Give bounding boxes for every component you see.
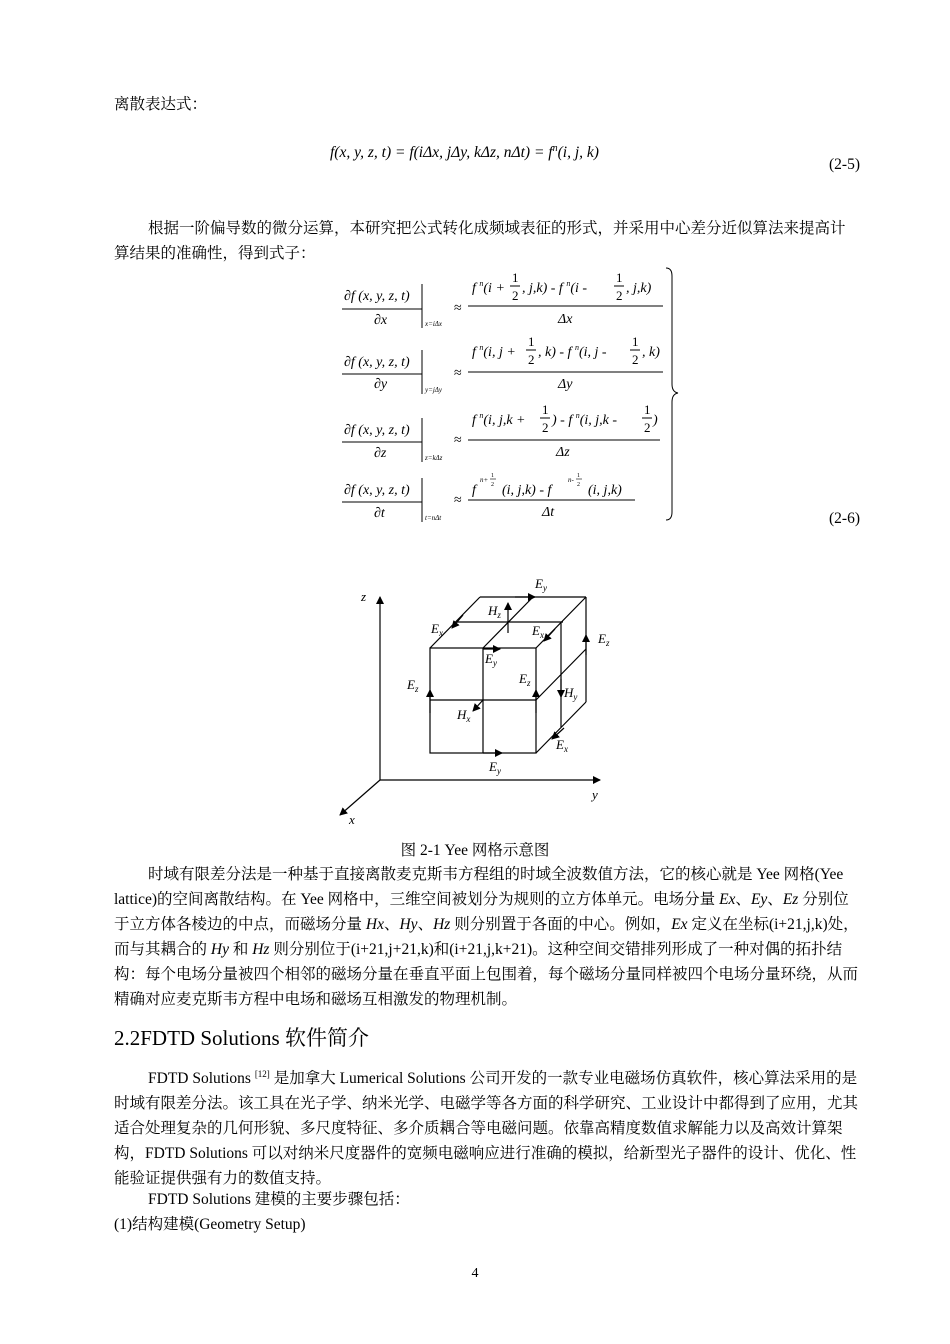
svg-text:Hx bbox=[456, 707, 470, 724]
label-ez-right-sub: z bbox=[605, 638, 610, 648]
svg-text:, j,k) - f n(i -: , j,k) - f $^n$(i - bbox=[522, 279, 588, 296]
svg-text:2: 2 bbox=[644, 420, 651, 435]
svg-text:≈: ≈ bbox=[454, 366, 462, 381]
label-ex-left-sub: x bbox=[438, 628, 443, 638]
label-ez-left-sub: z bbox=[414, 684, 419, 694]
label-hx: H bbox=[457, 707, 467, 722]
svg-text:): ) bbox=[653, 413, 658, 428]
svg-text:∂f (x, y, z, t): ∂f (x, y, z, t) bbox=[344, 423, 410, 438]
label-ex-left: E bbox=[431, 621, 439, 636]
svg-text:2: 2 bbox=[577, 482, 580, 488]
svg-text:Δx: Δx bbox=[558, 312, 573, 327]
svg-text:∂y: ∂y bbox=[374, 377, 388, 392]
eq26-row1-lhs-den: ∂x bbox=[374, 313, 388, 328]
svg-text:Ey bbox=[484, 651, 497, 668]
svg-text:n+: n+ bbox=[480, 476, 489, 484]
svg-text:2: 2 bbox=[528, 352, 535, 367]
svg-text:f n(i +: f $^n$(i + bbox=[472, 279, 505, 296]
intro-label: 离散表达式： bbox=[114, 96, 208, 113]
svg-text:n-: n- bbox=[568, 476, 574, 484]
svg-text:Ex bbox=[555, 737, 568, 754]
svg-text:≈: ≈ bbox=[454, 493, 462, 508]
label-ey-bottom-sub: y bbox=[496, 766, 501, 776]
eq26-number: (2-6) bbox=[829, 510, 860, 527]
svg-text:2: 2 bbox=[491, 482, 494, 488]
eq26-row1-lhs-num: ∂f (x, y, z, t) bbox=[344, 289, 410, 304]
svg-text:Δz: Δz bbox=[556, 445, 570, 460]
svg-text:Ez bbox=[518, 671, 531, 688]
svg-text:2: 2 bbox=[632, 352, 639, 367]
svg-text:∂f (x, y, z, t): ∂f (x, y, z, t) bbox=[344, 355, 410, 370]
label-hz-sub: z bbox=[497, 610, 501, 620]
label-ex-bottom: E bbox=[556, 737, 564, 752]
label-ex-bottom-sub: x bbox=[563, 744, 568, 754]
label-ez-left: E bbox=[407, 677, 415, 692]
svg-text:) - f n(i, j,k -: ) - f $^n$(i, j,k - bbox=[552, 411, 618, 428]
svg-text:1: 1 bbox=[528, 334, 535, 349]
svg-text:f n(i, j,k +: f $^n$(i, j,k + bbox=[472, 411, 526, 428]
svg-text:1: 1 bbox=[512, 270, 519, 285]
svg-text:1: 1 bbox=[542, 402, 549, 417]
label-ey-top: E bbox=[535, 576, 543, 591]
svg-text:Ex bbox=[531, 623, 544, 640]
svg-text:∂t: ∂t bbox=[374, 506, 385, 521]
svg-text:2: 2 bbox=[616, 288, 623, 303]
page-number: 4 bbox=[471, 1266, 479, 1281]
svg-text:≈: ≈ bbox=[454, 433, 462, 448]
label-ez-mid: E bbox=[519, 671, 527, 686]
svg-text:t=nΔt: t=nΔt bbox=[425, 514, 442, 522]
svg-text:(i, j,k) - f: (i, j,k) - f bbox=[502, 483, 552, 498]
step-1: (1)结构建模(Geometry Setup) bbox=[114, 1216, 306, 1233]
figure-caption: 图 2-1 Yee 网格示意图 bbox=[400, 842, 550, 859]
eq25-number: (2-5) bbox=[829, 156, 860, 173]
svg-text:Hy bbox=[563, 685, 577, 702]
x-axis bbox=[340, 780, 380, 815]
svg-text:1: 1 bbox=[491, 473, 494, 479]
axis-label-z: z bbox=[361, 589, 367, 604]
label-ez-mid-sub: z bbox=[526, 678, 531, 688]
equation-2-6 bbox=[330, 262, 680, 524]
label-hx-sub: x bbox=[466, 714, 471, 724]
label-ey-mid: E bbox=[485, 651, 493, 666]
svg-text:2: 2 bbox=[512, 288, 519, 303]
svg-text:f n(i, j +: f $^n$(i, j + bbox=[472, 343, 516, 360]
paragraph-3: FDTD Solutions [12] 是加拿大 Lumerical Solutions 公司开发的一款专业电磁场仿真软件，核心算法采用的是时域有限差分法。该工具在光子学、纳米光学、电磁学等各方面的科学研究、工业设计中都得到了应用，尤其适合处理复杂的几何形貌、多尺度特征、多介质耦合等电磁问题。依靠高精度数值求解能力以及高效计算架构，FDTD Solutions 可以对纳米尺度器件的宽频电磁响应进行准确的模拟，给新型光子器件的设计、优化、性能验证提供强有力的数值支持。 bbox=[114, 1069, 859, 1187]
label-ey-mid-sub: y bbox=[492, 658, 497, 668]
eq25-rhs: (i, j, k) bbox=[557, 144, 599, 162]
axis-label-y: y bbox=[592, 787, 598, 802]
svg-text:(i, j,k): (i, j,k) bbox=[588, 483, 622, 498]
svg-text:1: 1 bbox=[577, 473, 580, 479]
svg-text:y=jΔy: y=jΔy bbox=[425, 386, 442, 394]
label-ey-top-sub: y bbox=[542, 583, 547, 593]
svg-text:Hz bbox=[487, 603, 501, 620]
svg-text:, k): , k) bbox=[642, 345, 660, 360]
label-ex-mid: E bbox=[532, 623, 540, 638]
axis-label-x: x bbox=[349, 812, 355, 827]
svg-text:Ez bbox=[597, 631, 610, 648]
svg-text:∂z: ∂z bbox=[374, 446, 387, 461]
svg-text:2: 2 bbox=[542, 420, 549, 435]
paragraph-2: 时域有限差分法是一种基于直接离散麦克斯韦方程组的时域全波数值方法，它的核心就是 Yee 网格(Yee lattice)的空间离散结构。在 Yee 网格中，三维空间被划分为规则的立方体单元。电场分量 Ex、Ey、Ez 分别位于立方体各棱边的中点，而磁场分量 Hx、Hy、Hz 则分别置于各面的中心。例如，Ex 定义在坐标(i+21,j,k)处，而与其耦合的 Hy 和 Hz 则分别位于(i+21,j+21,k)和(i+21,j,k+21)。这种空间交错排列形成了一种对偶的拓扑结构：每个电场分量被四个相邻的磁场分量在垂直平面上包围着，每个磁场分量同样被四个电场分量环绕，从而精确对应麦克斯韦方程中电场和磁场互相激发的物理机制。 bbox=[114, 866, 859, 1008]
section-heading: 2.2FDTD Solutions 软件简介 bbox=[114, 1026, 369, 1050]
svg-text:≈: ≈ bbox=[454, 301, 462, 316]
citation: [12] bbox=[254, 1069, 270, 1079]
equation-2-5 bbox=[330, 143, 599, 162]
label-hz: H bbox=[488, 603, 498, 618]
paragraph-1: 根据一阶偏导数的微分运算，本研究把公式转化成频域表征的形式，并采用中心差分近似算法来提高计算结果的准确性，得到式子： bbox=[114, 220, 846, 262]
svg-text:Ez bbox=[406, 677, 419, 694]
label-hy: H bbox=[564, 685, 574, 700]
svg-text:f: f bbox=[472, 483, 476, 498]
label-hy-sub: y bbox=[573, 692, 578, 702]
svg-text:1: 1 bbox=[632, 334, 639, 349]
svg-text:, j,k): , j,k) bbox=[626, 281, 652, 296]
paragraph-4: FDTD Solutions 建模的主要步骤包括： bbox=[148, 1191, 410, 1208]
eq25-lhs: f(x, y, z, t) = f(iΔx, jΔy, kΔz, nΔt) = f bbox=[330, 144, 553, 162]
svg-text:, k) - f n(i, j -: , k) - f $^n$(i, j - bbox=[538, 343, 607, 360]
svg-text:1: 1 bbox=[644, 402, 651, 417]
svg-text:Ey bbox=[488, 759, 501, 776]
svg-text:Δt: Δt bbox=[542, 505, 555, 520]
svg-text:∂f (x, y, z, t): ∂f (x, y, z, t) bbox=[344, 483, 410, 498]
label-ey-bottom: E bbox=[489, 759, 497, 774]
svg-text:Ey bbox=[534, 576, 547, 593]
label-ez-right: E bbox=[598, 631, 606, 646]
svg-text:1: 1 bbox=[616, 270, 623, 285]
label-ex-mid-sub: x bbox=[539, 630, 544, 640]
svg-text:Ex bbox=[430, 621, 443, 638]
svg-text:Δy: Δy bbox=[558, 377, 573, 392]
svg-text:x=iΔx: x=iΔx bbox=[425, 320, 442, 328]
svg-text:z=kΔz: z=kΔz bbox=[425, 454, 443, 462]
yee-lattice-figure bbox=[330, 575, 630, 830]
eq25-sup: n bbox=[552, 143, 558, 154]
